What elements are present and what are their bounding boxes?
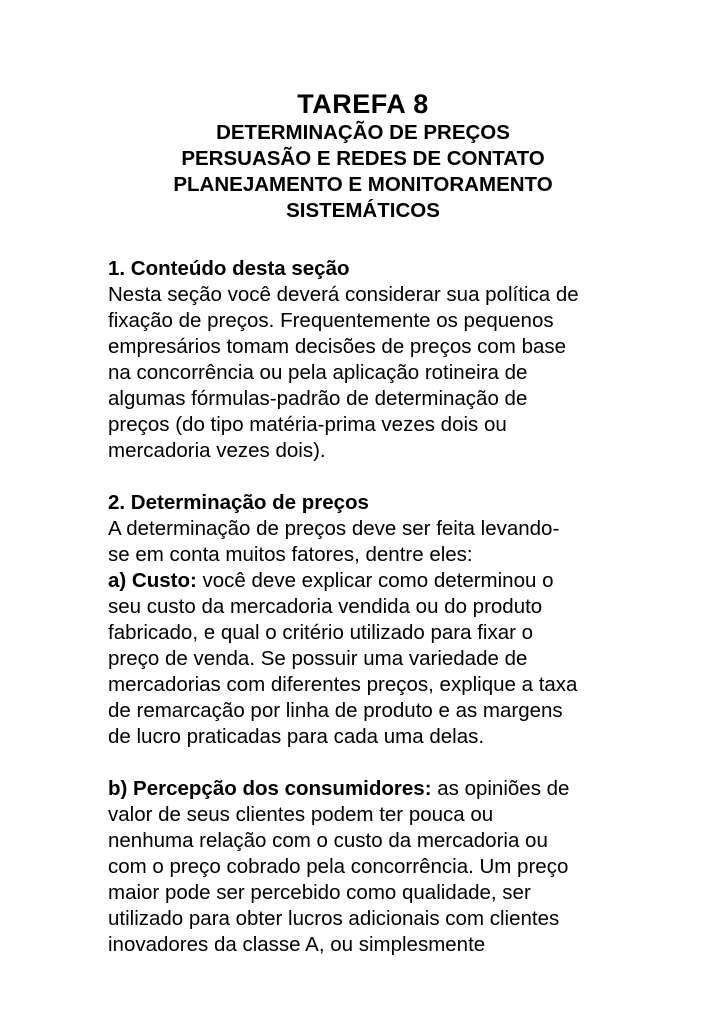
text-line: A determinação de preços deve ser feita levando- <box>108 517 560 540</box>
text-line: algumas fórmulas-padrão de determinação de <box>108 387 528 410</box>
item-lead: b) Percepção dos consumidores: <box>108 777 432 800</box>
text-line: preços (do tipo matéria-prima vezes dois ou <box>108 413 507 436</box>
document-header <box>108 88 618 224</box>
section-2 <box>108 490 623 958</box>
text-line: empresários tomam decisões de preços com base <box>108 335 567 358</box>
subtitle-line: SISTEMÁTICOS <box>286 199 440 222</box>
text-line: de lucro praticadas para cada uma delas. <box>108 725 485 748</box>
paragraph <box>108 282 623 464</box>
subtitle-line: PERSUASÃO E REDES DE CONTATO <box>181 147 545 170</box>
list-item-custo <box>108 568 623 750</box>
spacer <box>108 464 623 490</box>
text-line: de remarcação por linha de produto e as margens <box>108 699 563 722</box>
text-line: mercadorias com diferentes preços, explique a taxa <box>108 673 578 696</box>
list-item-percepcao <box>108 776 623 958</box>
text-line: valor de seus clientes podem ter pouca ou <box>108 803 494 826</box>
document-body <box>108 256 623 958</box>
section-heading: 1. Conteúdo desta seção <box>108 257 350 280</box>
text-line: fabricado, e qual o critério utilizado para fixar o <box>108 621 534 644</box>
text-line: mercadoria vezes dois). <box>108 439 326 462</box>
text-line: se em conta muitos fatores, dentre eles: <box>108 543 473 566</box>
text-line: maior pode ser percebido como qualidade, ser <box>108 881 531 904</box>
text-line: nenhuma relação com o custo da mercadoria ou <box>108 829 548 852</box>
item-lead: a) Custo: <box>108 569 197 592</box>
section-heading: 2. Determinação de preços <box>108 491 369 514</box>
text-line: fixação de preços. Frequentemente os pequenos <box>108 309 554 332</box>
item-text: as opiniões de <box>431 777 570 800</box>
text-line: utilizado para obter lucros adicionais com clientes <box>108 907 560 930</box>
text-line: na concorrência ou pela aplicação rotineira de <box>108 361 528 384</box>
spacer <box>108 750 623 776</box>
page-title: TAREFA 8 <box>297 89 429 119</box>
text-line: Nesta seção você deverá considerar sua política de <box>108 283 579 306</box>
text-line: preço de venda. Se possuir uma variedade de <box>108 647 528 670</box>
paragraph <box>108 516 623 568</box>
section-1 <box>108 256 623 464</box>
text-line <box>108 568 623 594</box>
subtitle-line: PLANEJAMENTO E MONITORAMENTO <box>173 173 553 196</box>
subtitle-line: DETERMINAÇÃO DE PREÇOS <box>216 121 510 144</box>
item-text: você deve explicar como determinou o <box>196 569 554 592</box>
text-line: seu custo da mercadoria vendida ou do produto <box>108 595 543 618</box>
text-line <box>108 776 623 802</box>
text-line: inovadores da classe A, ou simplesmente <box>108 933 486 956</box>
text-line: com o preço cobrado pela concorrência. Um preço <box>108 855 569 878</box>
